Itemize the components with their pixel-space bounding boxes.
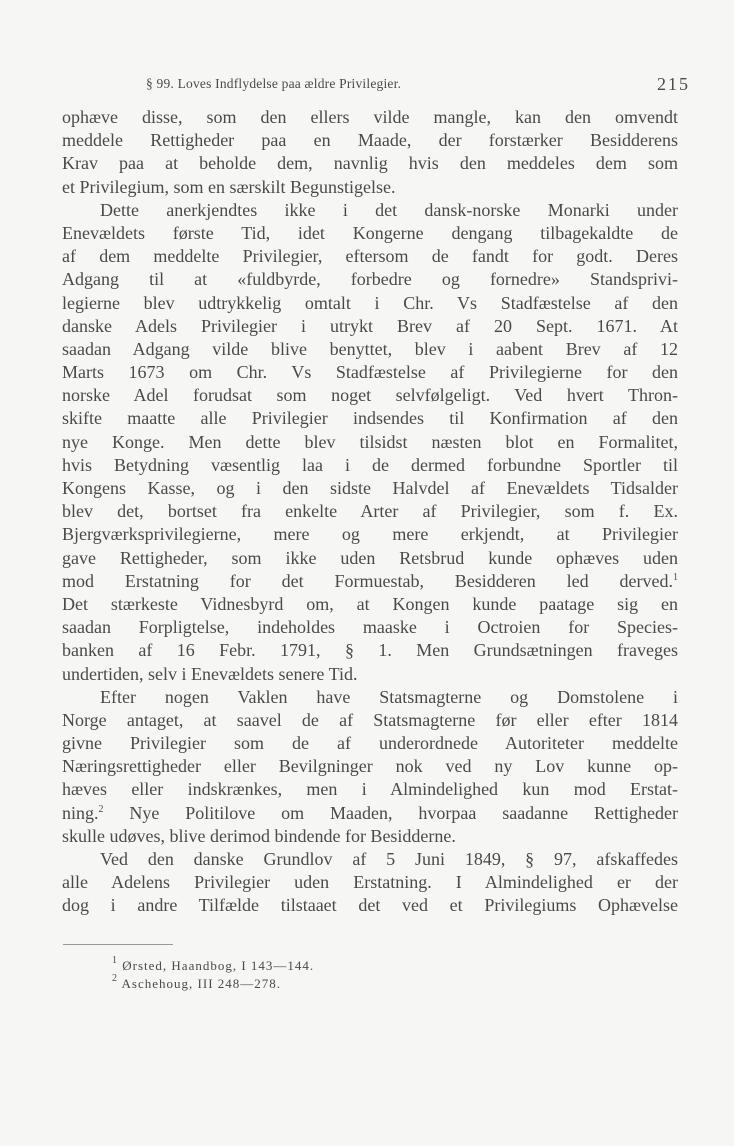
line-text: et Privilegium, som en særskilt Begunstigelse. [62,176,396,197]
line-text: meddele Rettigheder paa en Maade, der forstærker Besidderens [62,130,678,151]
text-line [62,152,678,175]
text-line [62,176,678,199]
line-text: saadan Forpligtelse, indeholdes maaske i Octroien for Species- [62,617,678,638]
line-text: saadan Adgang vilde blive benyttet, blev i aabent Brev af 12 [62,338,678,359]
text-line [62,523,678,546]
text-line [62,709,678,732]
line-text: Marts 1673 om Chr. Vs Stadfæstelse af Privilegierne for den [62,362,678,383]
body-text [62,106,678,918]
line-text: Efter nogen Vaklen have Statsmagterne og Domstolene i [100,686,678,707]
text-line [62,593,678,616]
page-number: 215 [657,74,690,94]
text-line [62,106,678,129]
text-line [62,686,678,709]
running-header [62,74,690,96]
text-line [62,338,678,361]
line-text: banken af 16 Febr. 1791, § 1. Men Grundsætningen fraveges [62,640,678,661]
text-line [62,454,678,477]
line-text: Krav paa at beholde dem, navnlig hvis den meddeles dem som [62,153,678,174]
footnote-ref: 1 [673,571,678,583]
line-text: undertiden, selv i Enevældets senere Tid. [62,663,358,684]
text-line [62,292,678,315]
line-text: givne Privilegier som de af underordnede Autoriteter meddelte [62,733,678,754]
line-text: skulle udøves, blive derimod bindende for Besidderne. [62,825,456,846]
footnote-divider [63,944,173,945]
text-line [62,477,678,500]
footnote-text: Ørsted, Haandbog, I 143—144. [122,958,315,973]
text-line [62,894,678,917]
line-text: Det stærkeste Vidnesbyrd om, at Kongen kunde paatage sig en [62,593,678,614]
line-text: skifte maatte alle Privilegier indsendes til Konfirmation af den [62,408,678,429]
line-text: Bjergværksprivilegierne, mere og mere erkjendt, at Privilegier [62,524,678,545]
text-line [62,222,678,245]
footnote-text: Aschehoug, III 248—278. [121,976,282,991]
text-line [62,500,678,523]
line-prefix: ning. [62,802,99,823]
line-text: Enevældets første Tid, idet Kongerne dengang tilbagekaldte de [62,222,678,243]
line-text: Ved den danske Grundlov af 5 Juni 1849, § 97, afskaffedes [100,849,678,869]
text-line [62,315,678,338]
running-title: § 99. Loves Indflydelse paa ældre Privilegier. [146,76,402,91]
text-line [62,802,678,825]
text-line [62,268,678,291]
text-line [62,384,678,407]
line-text: mod Erstatning for det Formuestab, Besidderen led derved. [62,570,673,591]
line-text: Næringsrettigheder eller Bevilgninger nok ved ny Lov kunne op- [62,756,678,777]
text-line [62,871,678,894]
text-line [62,199,678,222]
line-text: hæves eller indskrænkes, men i Almindelighed kun mod Erstat- [62,779,678,800]
text-line [62,825,678,848]
text-line [62,361,678,384]
footnote-mark: 2 [112,973,118,984]
line-text: Dette anerkjendtes ikke i det dansk-norske Monarki under [100,199,678,220]
line-text: alle Adelens Privilegier uden Erstatning. I Almindelighed er der [62,872,678,893]
text-line [62,663,678,686]
line-text: Kongens Kasse, og i den sidste Halvdel af Enevældets Tidsalder [62,478,678,498]
footnote-ref: 2 [98,803,104,815]
line-text: Nye Politilove om Maaden, hvorpaa saadanne Rettigheder [129,802,678,823]
text-line [62,547,678,570]
text-line [62,639,678,662]
line-text: hvis Betydning væsentlig laa i de dermed forbundne Sportler til [62,454,678,475]
line-text: legierne blev udtrykkelig omtalt i Chr. Vs Stadfæstelse af den [62,292,678,313]
line-text: norske Adel forudsat som noget selvfølgeligt. Ved hvert Thron- [62,385,678,406]
text-line [62,778,678,801]
footnote [112,975,314,993]
line-text: ophæve disse, som den ellers vilde mangle, kan den omvendt [62,107,678,127]
line-text: Norge antaget, at saavel de af Statsmagterne før eller efter 1814 [62,709,678,730]
footnote-mark: 1 [112,955,118,966]
line-text: dog i andre Tilfælde tilstaaet det ved et Privilegiums Ophævelse [62,895,678,916]
text-line [62,407,678,430]
text-line [62,732,678,755]
text-line [62,431,678,454]
footnote [112,957,314,975]
text-line [62,755,678,778]
text-line [62,570,678,593]
line-text: gave Rettigheder, som ikke uden Retsbrud kunde ophæves uden [62,547,678,568]
text-line [62,245,678,268]
text-line [62,848,678,871]
line-text: nye Konge. Men dette blev tilsidst næsten blot en Formalitet, [62,431,678,452]
line-text: Adgang til at «fuldbyrde, forbedre og fornedre» Standsprivi- [62,269,678,290]
text-line [62,616,678,639]
line-text: danske Adels Privilegier i utrykt Brev af 20 Sept. 1671. At [62,315,678,336]
line-text: af dem meddelte Privilegier, eftersom de fandt for godt. Deres [62,246,678,267]
line-text: blev det, bortset fra enkelte Arter af Privilegier, som f. Ex. [62,501,678,522]
footnotes [112,957,314,993]
text-line [62,129,678,152]
